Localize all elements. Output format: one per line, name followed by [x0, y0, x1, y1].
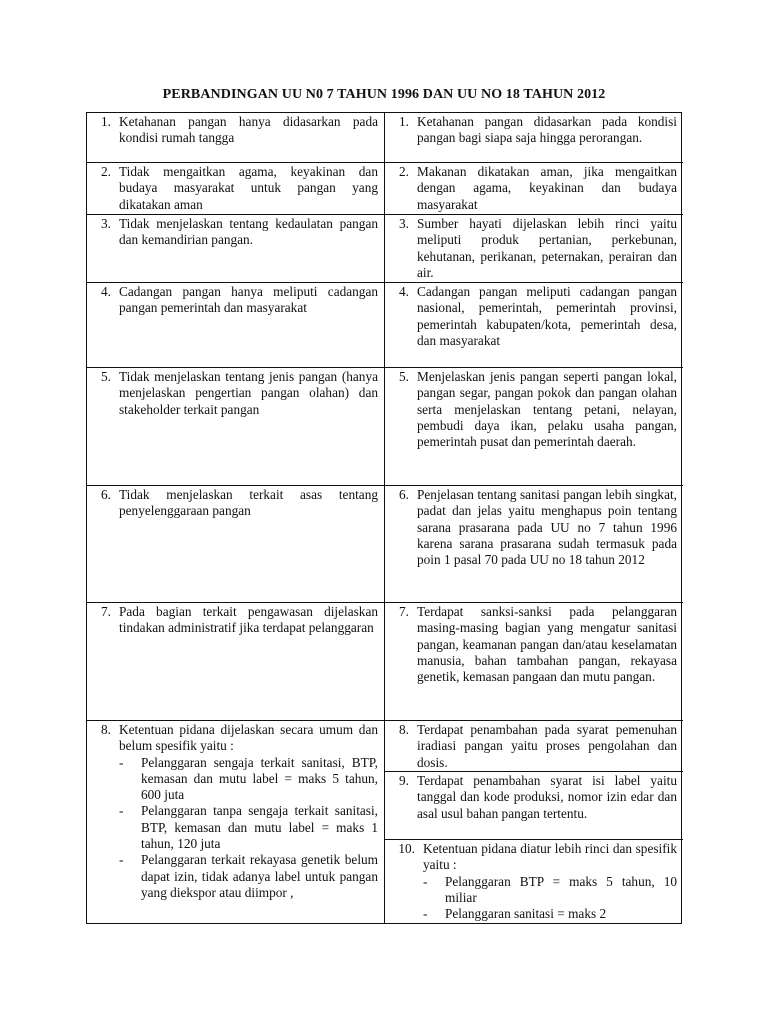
list-item: - Pelanggaran terkait rekayasa genetik belum dapat izin, tidak adanya label untuk pangan yang diekspor atau diimpor , — [119, 852, 378, 900]
item-number: 6. — [101, 487, 111, 502]
item-number: 2. — [399, 164, 409, 179]
table-cell-left-3 — [87, 214, 384, 282]
table-cell-right-6 — [385, 485, 683, 602]
table-cell-left-8 — [87, 720, 384, 923]
list-item: - Pelanggaran tanpa sengaja terkait sanitasi, BTP, kemasan dan mutu label = maks 1 tahun, 120 juta — [119, 803, 378, 852]
table-cell-left-1 — [87, 113, 384, 162]
item-number: 3. — [101, 216, 111, 231]
table-cell-right-4 — [385, 282, 683, 367]
item-text: Ketentuan pidana dijelaskan secara umum dan belum spesifik yaitu : — [119, 722, 378, 754]
table-cell-right-8 — [385, 720, 683, 771]
item-number: 8. — [399, 722, 409, 737]
table-cell-right-5 — [385, 367, 683, 485]
item-text: Pada bagian terkait pengawasan dijelaskan tindakan administratif jika terdapat pelanggaran — [119, 604, 378, 636]
item-number: 10. — [398, 841, 415, 856]
item-number: 1. — [101, 114, 111, 129]
item-text: Terdapat sanksi-sanksi pada pelanggaran masing-masing bagian yang mengatur sanitasi pangan, keamanan pangan dan/atau keselamatan manusia, bahan tambahan pangan, rekayasa genetik, kemasan pangaan dan mutu pangan. — [417, 604, 677, 685]
item-text: Tidak mengaitkan agama, keyakinan dan budaya masyarakat untuk pangan yang dikatakan aman — [119, 164, 378, 212]
item-text: Terdapat penambahan pada syarat pemenuhan iradiasi pangan yaitu proses pengolahan dan dosis. — [417, 722, 677, 770]
list-item: - Pelanggaran BTP = maks 5 tahun, 10 miliar — [423, 873, 677, 905]
item-text: Ketahanan pangan didasarkan pada kondisi pangan bagi siapa saja hingga perorangan. — [417, 114, 677, 146]
table-cell-right-7 — [385, 602, 683, 720]
list-item: - Pelanggaran sanitasi = maks 2 — [423, 906, 607, 922]
item-number: 9. — [399, 773, 409, 788]
column-uu-2012 — [385, 113, 683, 923]
comparison-table — [86, 112, 682, 924]
table-cell-left-6 — [87, 485, 384, 602]
item-text: Tidak menjelaskan terkait asas tentang penyelenggaraan pangan — [119, 487, 378, 519]
table-cell-left-4 — [87, 282, 384, 367]
penalty-list — [423, 874, 677, 923]
item-text: Cadangan pangan meliputi cadangan pangan nasional, pemerintah, pemerintah provinsi, pemerintah kabupaten/kota, pemerintah desa, dan masyarakat — [417, 284, 677, 348]
item-text: Terdapat penambahan syarat isi label yaitu tanggal dan kode produksi, nomor izin edar dan asal usul bahan pangan tertentu. — [417, 773, 677, 821]
document-title: PERBANDINGAN UU N0 7 TAHUN 1996 DAN UU NO 18 TAHUN 2012 — [162, 87, 606, 102]
item-text: Sumber hayati dijelaskan lebih rinci yaitu meliputi produk pertanian, perkebunan, kehutanan, perikanan, peternakan, perairan dan air. — [417, 216, 677, 280]
item-text: Tidak menjelaskan tentang kedaulatan pangan dan kemandirian pangan. — [119, 216, 378, 248]
table-cell-right-10 — [385, 839, 683, 923]
list-item: - Pelanggaran sengaja terkait sanitasi, BTP, kemasan dan mutu label = maks 5 tahun, 600 juta — [119, 754, 378, 803]
item-text: Penjelasan tentang sanitasi pangan lebih singkat, padat dan jelas yaitu menghapus poin tentang sarana prasarana pada UU no 7 tahun 1996 karena sarana prasarana sudah termasuk pada poin 1 pasal 70 pada UU no 18 tahun 2012 — [417, 487, 677, 568]
penalty-list — [119, 755, 378, 902]
item-number: 6. — [399, 487, 409, 502]
item-text: Ketahanan pangan hanya didasarkan pada kondisi rumah tangga — [119, 114, 378, 146]
table-cell-right-1 — [385, 113, 683, 162]
item-number: 2. — [101, 164, 111, 179]
table-cell-left-7 — [87, 602, 384, 720]
item-number: 5. — [101, 369, 111, 384]
item-text: Menjelaskan jenis pangan seperti pangan lokal, pangan segar, pangan pokok dan pangan olahan serta menjelaskan tentang petani, nelayan, pembudi daya ikan, pelaku usaha pangan, pemerintah pusat dan pemerintah daerah. — [417, 369, 677, 450]
item-number: 7. — [399, 604, 409, 619]
column-uu-1996 — [87, 113, 385, 923]
item-number: 7. — [101, 604, 111, 619]
item-number: 8. — [101, 722, 111, 737]
item-number: 3. — [399, 216, 409, 231]
item-text: Ketentuan pidana diatur lebih rinci dan spesifik yaitu : — [423, 841, 677, 873]
item-number: 4. — [101, 284, 111, 299]
item-text: Makanan dikatakan aman, jika mengaitkan dengan agama, keyakinan dan budaya masyarakat — [417, 164, 677, 212]
table-cell-right-9 — [385, 771, 683, 839]
table-cell-left-2 — [87, 162, 384, 214]
table-cell-right-2 — [385, 162, 683, 214]
item-number: 1. — [399, 114, 409, 129]
table-cell-right-3 — [385, 214, 683, 282]
item-text: Cadangan pangan hanya meliputi cadangan pangan pemerintah dan masyarakat — [119, 284, 378, 316]
table-cell-left-5 — [87, 367, 384, 485]
item-number: 4. — [399, 284, 409, 299]
item-number: 5. — [399, 369, 409, 384]
item-text: Tidak menjelaskan tentang jenis pangan (hanya menjelaskan pengertian pangan olahan) dan stakeholder terkait pangan — [119, 369, 378, 417]
